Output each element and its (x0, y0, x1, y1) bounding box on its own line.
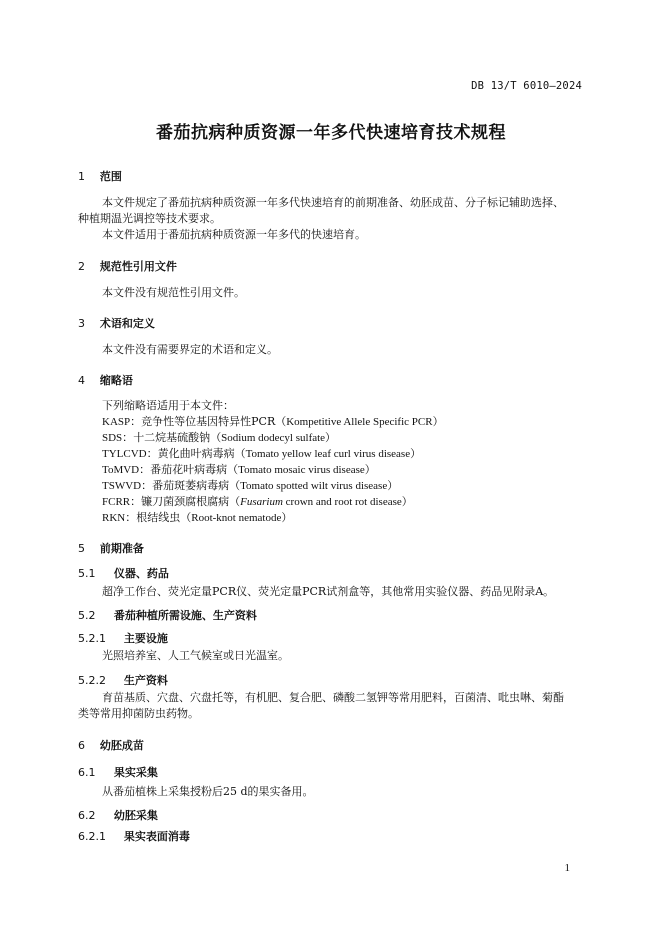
section-6-1-heading (78, 764, 158, 780)
section-5-1-paragraph: 超净工作台、荧光定量PCR仪、荧光定量PCR试剂盒等，其他常用实验仪器、药品见附录A。 (102, 585, 555, 598)
abbreviation-term: FCRR： (102, 496, 142, 508)
section-number: 6.2.1 (78, 830, 106, 843)
abbreviation-item-rkn (102, 510, 292, 526)
section-number: 6.1 (78, 766, 96, 779)
document-number: DB 13/T 6010—2024 (471, 80, 582, 92)
abbreviation-en-prefix: （ (229, 496, 241, 508)
document-title: 番茄抗病种质资源一年多代快速培育技术规程 (156, 123, 506, 143)
section-3-heading (78, 315, 155, 331)
section-number: 6 (78, 739, 85, 752)
section-number: 5.2.1 (78, 632, 106, 645)
section-number: 1 (78, 170, 85, 183)
section-5-2-heading (78, 607, 257, 623)
section-title: 范围 (99, 170, 122, 183)
abbreviation-term: ToMVD： (102, 464, 151, 476)
section-5-2-2-paragraph-line2: 类等常用抑菌防虫药物。 (78, 707, 199, 720)
section-number: 5.2.2 (78, 674, 106, 687)
section-number: 5.2 (78, 609, 96, 622)
section-title: 幼胚采集 (113, 809, 158, 822)
section-title: 规范性引用文件 (99, 260, 177, 273)
section-title: 生产资料 (123, 674, 168, 687)
section-number: 3 (78, 317, 85, 330)
section-title: 主要设施 (123, 632, 168, 645)
section-1-paragraph-2: 本文件适用于番茄抗病种质资源一年多代的快速培育。 (102, 228, 366, 241)
section-6-2-heading (78, 807, 158, 823)
section-title: 仪器、药品 (113, 567, 169, 580)
abbreviation-cn: 番茄斑萎病毒病 (152, 479, 230, 492)
section-2-heading (78, 258, 177, 274)
section-6-2-1-heading (78, 828, 190, 844)
abbreviation-item-kasp (102, 414, 444, 430)
section-5-2-1-heading (78, 630, 168, 646)
section-number: 2 (78, 260, 85, 273)
section-5-2-1-paragraph: 光照培养室、人工气候室或日光温室。 (102, 649, 289, 662)
abbreviation-en: （Sodium dodecyl sulfate） (210, 432, 337, 444)
abbreviation-cn: 黄化曲叶病毒病 (157, 447, 235, 460)
abbreviation-item-sds (102, 430, 336, 446)
section-5-1-heading (78, 565, 169, 581)
section-6-1-paragraph: 从番茄植株上采集授粉后25 d的果实备用。 (102, 785, 314, 798)
abbreviation-item-tylcvd (102, 446, 421, 462)
section-title: 术语和定义 (99, 317, 155, 330)
section-title: 果实表面消毒 (123, 830, 190, 843)
abbreviation-en: （Root-knot nematode） (180, 512, 293, 524)
abbreviation-item-tomvd (102, 462, 376, 478)
abbreviation-term: TYLCVD： (102, 448, 158, 460)
section-6-heading (78, 737, 144, 753)
abbreviation-en: （Kompetitive Allele Specific PCR） (275, 416, 444, 428)
section-5-2-2-heading (78, 672, 168, 688)
section-title: 番茄种植所需设施、生产资料 (113, 609, 257, 622)
section-title: 前期准备 (99, 542, 144, 555)
abbreviation-en: （Tomato mosaic virus disease） (227, 464, 376, 476)
section-1-paragraph-line2: 种植期温光调控等技术要求。 (78, 212, 221, 225)
abbreviation-cn: 根结线虫 (136, 511, 181, 524)
section-number: 6.2 (78, 809, 96, 822)
section-title: 幼胚成苗 (99, 739, 144, 752)
abbreviation-en-suffix: crown and root rot disease） (282, 496, 413, 508)
abbreviation-item-tswvd (102, 478, 398, 494)
section-2-paragraph: 本文件没有规范性引用文件。 (102, 286, 245, 299)
section-5-2-2-paragraph-line1: 育苗基质、穴盘、穴盘托等，有机肥、复合肥、磷酸二氢钾等常用肥料，百菌清、吡虫啉、菊酯 (102, 691, 564, 704)
section-5-heading (78, 540, 144, 556)
abbreviation-item-fcrr (102, 494, 413, 510)
abbreviation-cn: 番茄花叶病毒病 (150, 463, 228, 476)
abbreviation-en: （Tomato yellow leaf curl virus disease） (234, 448, 422, 460)
section-1-heading (78, 168, 122, 184)
abbreviation-cn: 镰刀菌颈腐根腐病 (141, 495, 230, 508)
abbreviation-cn: 竞争性等位基因特异性PCR (141, 415, 276, 428)
abbreviation-en-italic: Fusarium (240, 496, 283, 508)
section-title: 缩略语 (99, 374, 133, 387)
section-4-heading (78, 372, 133, 388)
abbreviation-term: KASP： (102, 416, 142, 428)
abbreviation-term: SDS： (102, 432, 134, 444)
section-number: 4 (78, 374, 85, 387)
page-number: 1 (564, 862, 570, 874)
section-title: 果实采集 (113, 766, 158, 779)
section-1-paragraph-line1: 本文件规定了番茄抗病种质资源一年多代快速培育的前期准备、幼胚成苗、分子标记辅助选择、 (102, 196, 564, 209)
abbreviation-term: TSWVD： (102, 480, 153, 492)
abbreviation-en: （Tomato spotted wilt virus disease） (229, 480, 399, 492)
section-number: 5.1 (78, 567, 96, 580)
abbreviation-cn: 十二烷基硫酸钠 (133, 431, 211, 444)
section-number: 5 (78, 542, 85, 555)
abbreviation-term: RKN： (102, 512, 137, 524)
section-3-paragraph: 本文件没有需要界定的术语和定义。 (102, 343, 278, 356)
abbreviation-intro: 下列缩略语适用于本文件： (102, 399, 234, 412)
